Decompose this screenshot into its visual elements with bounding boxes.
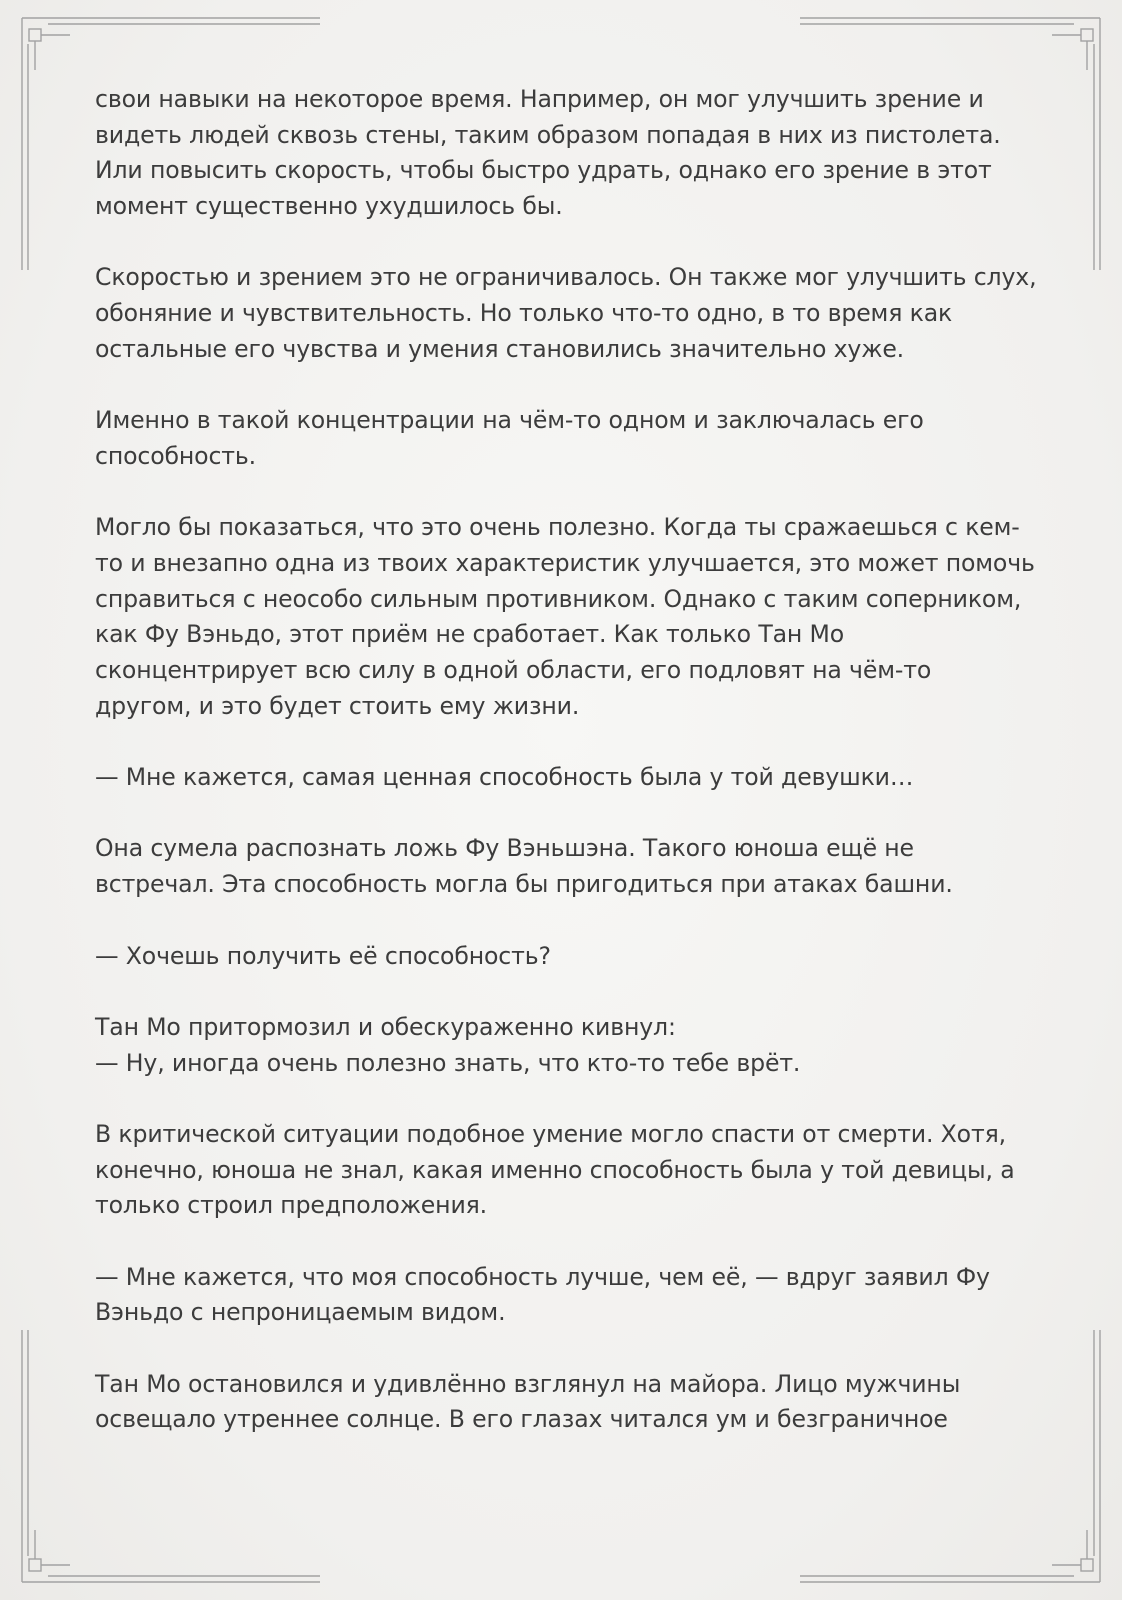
text-line: конечно, юноша не знал, какая именно способность была у той девицы, а bbox=[95, 1155, 1015, 1184]
text-line: справиться с неособо сильным противником. Однако с таким соперником, bbox=[95, 584, 1022, 613]
paragraph bbox=[95, 260, 1035, 367]
text-line: сконцентрирует всю силу в одной области, его подловят на чём-то bbox=[95, 656, 932, 684]
paragraph bbox=[95, 1010, 1035, 1081]
text-line: освещало утреннее солнце. В его глазах читался ум и безграничное bbox=[95, 1405, 948, 1434]
paragraph bbox=[95, 760, 1035, 796]
text-line: видеть людей сквозь стены, таким образом попадая в них из пистолета. bbox=[95, 120, 1001, 149]
paragraph bbox=[95, 403, 1035, 474]
text-line: Вэньдо с непроницаемым видом. bbox=[95, 1298, 506, 1327]
text-line: как Фу Вэньдо, этот приём не сработает. Как только Тан Мо bbox=[95, 620, 845, 649]
paragraph bbox=[95, 82, 1035, 225]
text-line: Могло бы показаться, что это очень полезно. Когда ты сражаешься с кем- bbox=[95, 513, 1020, 542]
text-line: способность. bbox=[95, 441, 256, 470]
text-line: — Ну, иногда очень полезно знать, что кто-то тебе врёт. bbox=[95, 1048, 801, 1077]
text-line: обоняние и чувствительность. Но только что-то одно, в то время как bbox=[95, 299, 953, 328]
text-line: В критической ситуации подобное умение могло спасти от смерти. Хотя, bbox=[95, 1119, 1006, 1148]
text-line: Тан Мо остановился и удивлённо взглянул на майора. Лицо мужчины bbox=[95, 1369, 961, 1398]
text-line: встречал. Эта способность могла бы пригодиться при атаках башни. bbox=[95, 870, 953, 899]
text-line: Именно в такой концентрации на чём-то одном и заключалась его bbox=[95, 406, 924, 435]
text-line: — Хочешь получить её способность? bbox=[95, 941, 551, 970]
text-line: свои навыки на некоторое время. Например, он мог улучшить зрение и bbox=[95, 85, 984, 113]
paragraph bbox=[95, 510, 1035, 724]
text-line: — Мне кажется, что моя способность лучше, чем её, — вдруг заявил Фу bbox=[95, 1262, 990, 1291]
text-line: Или повысить скорость, чтобы быстро удрать, однако его зрение в этот bbox=[95, 156, 992, 185]
text-line: Скоростью и зрением это не ограничивалось. Он также мог улучшить слух, bbox=[95, 263, 1037, 292]
paragraph bbox=[95, 939, 1035, 975]
text-line: Тан Мо притормозил и обескураженно кивнул: bbox=[95, 1012, 676, 1041]
paragraph bbox=[95, 831, 1035, 902]
paragraph bbox=[95, 1117, 1035, 1224]
text-line: другом, и это будет стоить ему жизни. bbox=[95, 691, 580, 720]
text-line: то и внезапно одна из твоих характеристик улучшается, это может помочь bbox=[95, 548, 1035, 577]
text-line: — Мне кажется, самая ценная способность была у той девушки… bbox=[95, 763, 914, 792]
text-line: только строил предположения. bbox=[95, 1191, 488, 1220]
text-line: момент существенно ухудшилось бы. bbox=[95, 192, 563, 221]
text-line: остальные его чувства и умения становились значительно хуже. bbox=[95, 334, 905, 363]
body-text bbox=[95, 82, 1035, 1474]
paragraph bbox=[95, 1260, 1035, 1331]
text-line: Она сумела распознать ложь Фу Вэньшэна. Такого юноша ещё не bbox=[95, 834, 914, 863]
paragraph bbox=[95, 1367, 1035, 1438]
